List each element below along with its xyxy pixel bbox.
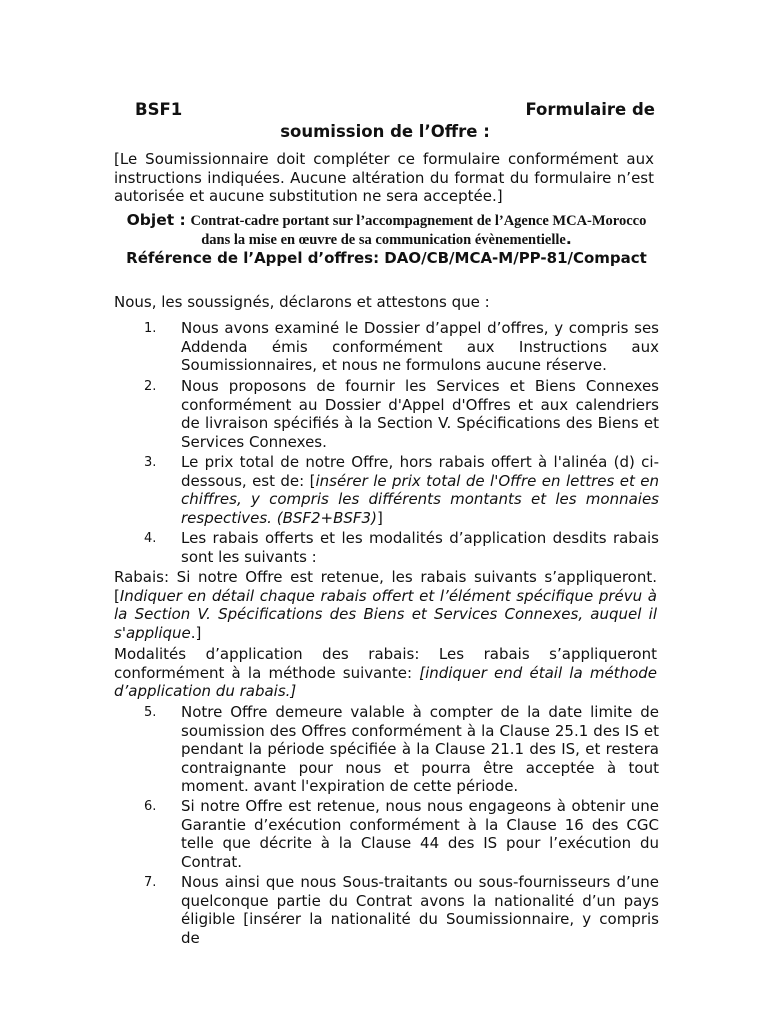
list-item-text: Nous ainsi que nous Sous-traitants ou sous-fournisseurs d’une quelconque partie du Contrat avons la nationalité d’un pays éligible [insérer la nationalité du Soumissionnaire, y compris de	[181, 873, 659, 947]
objet-end: .	[565, 230, 572, 248]
rabais-italic: Indiquer en détail chaque rabais offert et l’élément spécifique prévu à la Section V. Spécifications des Biens et Services Connexes, auquel il s'applique	[114, 586, 657, 642]
list-item-text-italic: insérer le prix total de l'Offre en lettres et en chiffres, y compris les différents montants et les monnaies respectives. (BSF2+BSF3)	[181, 471, 659, 527]
list-item-text: Nous proposons de fournir les Services et Biens Connexes conformément au Dossier d'Appel d'Offres et aux calendriers de livraison spécifiés à la Section V. Spécifications des Biens et Services Connexes.	[181, 377, 659, 451]
list-item-text-part: ]	[376, 508, 383, 527]
objet-label: Objet :	[126, 211, 186, 229]
modalites-italic: [indiquer end étail la méthode d’application du rabais.]	[114, 663, 657, 700]
list-item-number: 3.	[144, 455, 157, 470]
list-item	[114, 529, 659, 566]
objet-text: Contrat-cadre portant sur l’accompagnement de l’Agence MCA-Morocco dans la mise en œuvre de sa communication évènementielle	[190, 213, 647, 248]
list-item-text-part: Le prix total de notre Offre, hors rabais offert à l'alinéa (d) ci-dessous, est de: [	[181, 453, 659, 490]
list-item	[114, 319, 659, 375]
list-item-text: Nous avons examiné le Dossier d’appel d’offres, y compris ses Addenda émis conformément aux Instructions aux Soumissionnaires, et nous ne formulons aucune réserve.	[181, 319, 659, 374]
list-item	[114, 453, 659, 527]
rabais-text: Rabais: Si notre Offre est retenue, les rabais suivants s’appliqueront. [	[114, 568, 657, 605]
list-item-number: 6.	[144, 799, 157, 814]
rabais-end: .]	[190, 623, 202, 642]
form-title-line2: soumission de l’Offre :	[280, 122, 490, 141]
objet-block	[114, 211, 659, 249]
list-item-number: 7.	[144, 875, 157, 890]
list-item-text: Les rabais offerts et les modalités d’application desdits rabais sont les suivants :	[181, 529, 659, 566]
rabais-paragraph	[114, 568, 657, 642]
list-item-number: 2.	[144, 379, 157, 394]
intro-line: Nous, les soussignés, déclarons et attestons que :	[114, 293, 490, 311]
list-item-number: 1.	[144, 321, 157, 336]
list-item-text	[181, 453, 659, 527]
list-item	[114, 797, 659, 871]
form-title-line1: Formulaire de	[525, 100, 655, 119]
modalites-text: Modalités d’application des rabais: Les rabais s’appliqueront conformément à la méthode suivante:	[114, 645, 657, 682]
list-item-number: 4.	[144, 531, 157, 546]
list-item	[114, 873, 659, 947]
list-item	[114, 703, 659, 796]
list-item-number: 5.	[144, 705, 157, 720]
list-item-text: Si notre Offre est retenue, nous nous engageons à obtenir une Garantie d’exécution conformément à la Clause 16 des CGC telle que décrite à la Clause 44 des IS pour l’exécution du Contrat.	[181, 797, 659, 871]
list-item	[114, 377, 659, 451]
reference-line: Référence de l’Appel d’offres: DAO/CB/MCA-M/PP-81/Compact	[126, 249, 647, 267]
modalites-paragraph	[114, 645, 657, 701]
list-item-text: Notre Offre demeure valable à compter de la date limite de soumission des Offres conformément à la Clause 25.1 des IS et pendant la période spécifiée à la Clause 21.1 des IS, et restera contraignante pour nous et pourra être acceptée à tout moment. avant l'expiration de cette période.	[181, 703, 659, 795]
form-code: BSF1	[135, 100, 183, 119]
instructions-paragraph: [Le Soumissionnaire doit compléter ce formulaire conformément aux instructions indiquées. Aucune altération du format du formulaire n’est autorisée et aucune substitution ne sera acceptée.]	[114, 150, 654, 205]
